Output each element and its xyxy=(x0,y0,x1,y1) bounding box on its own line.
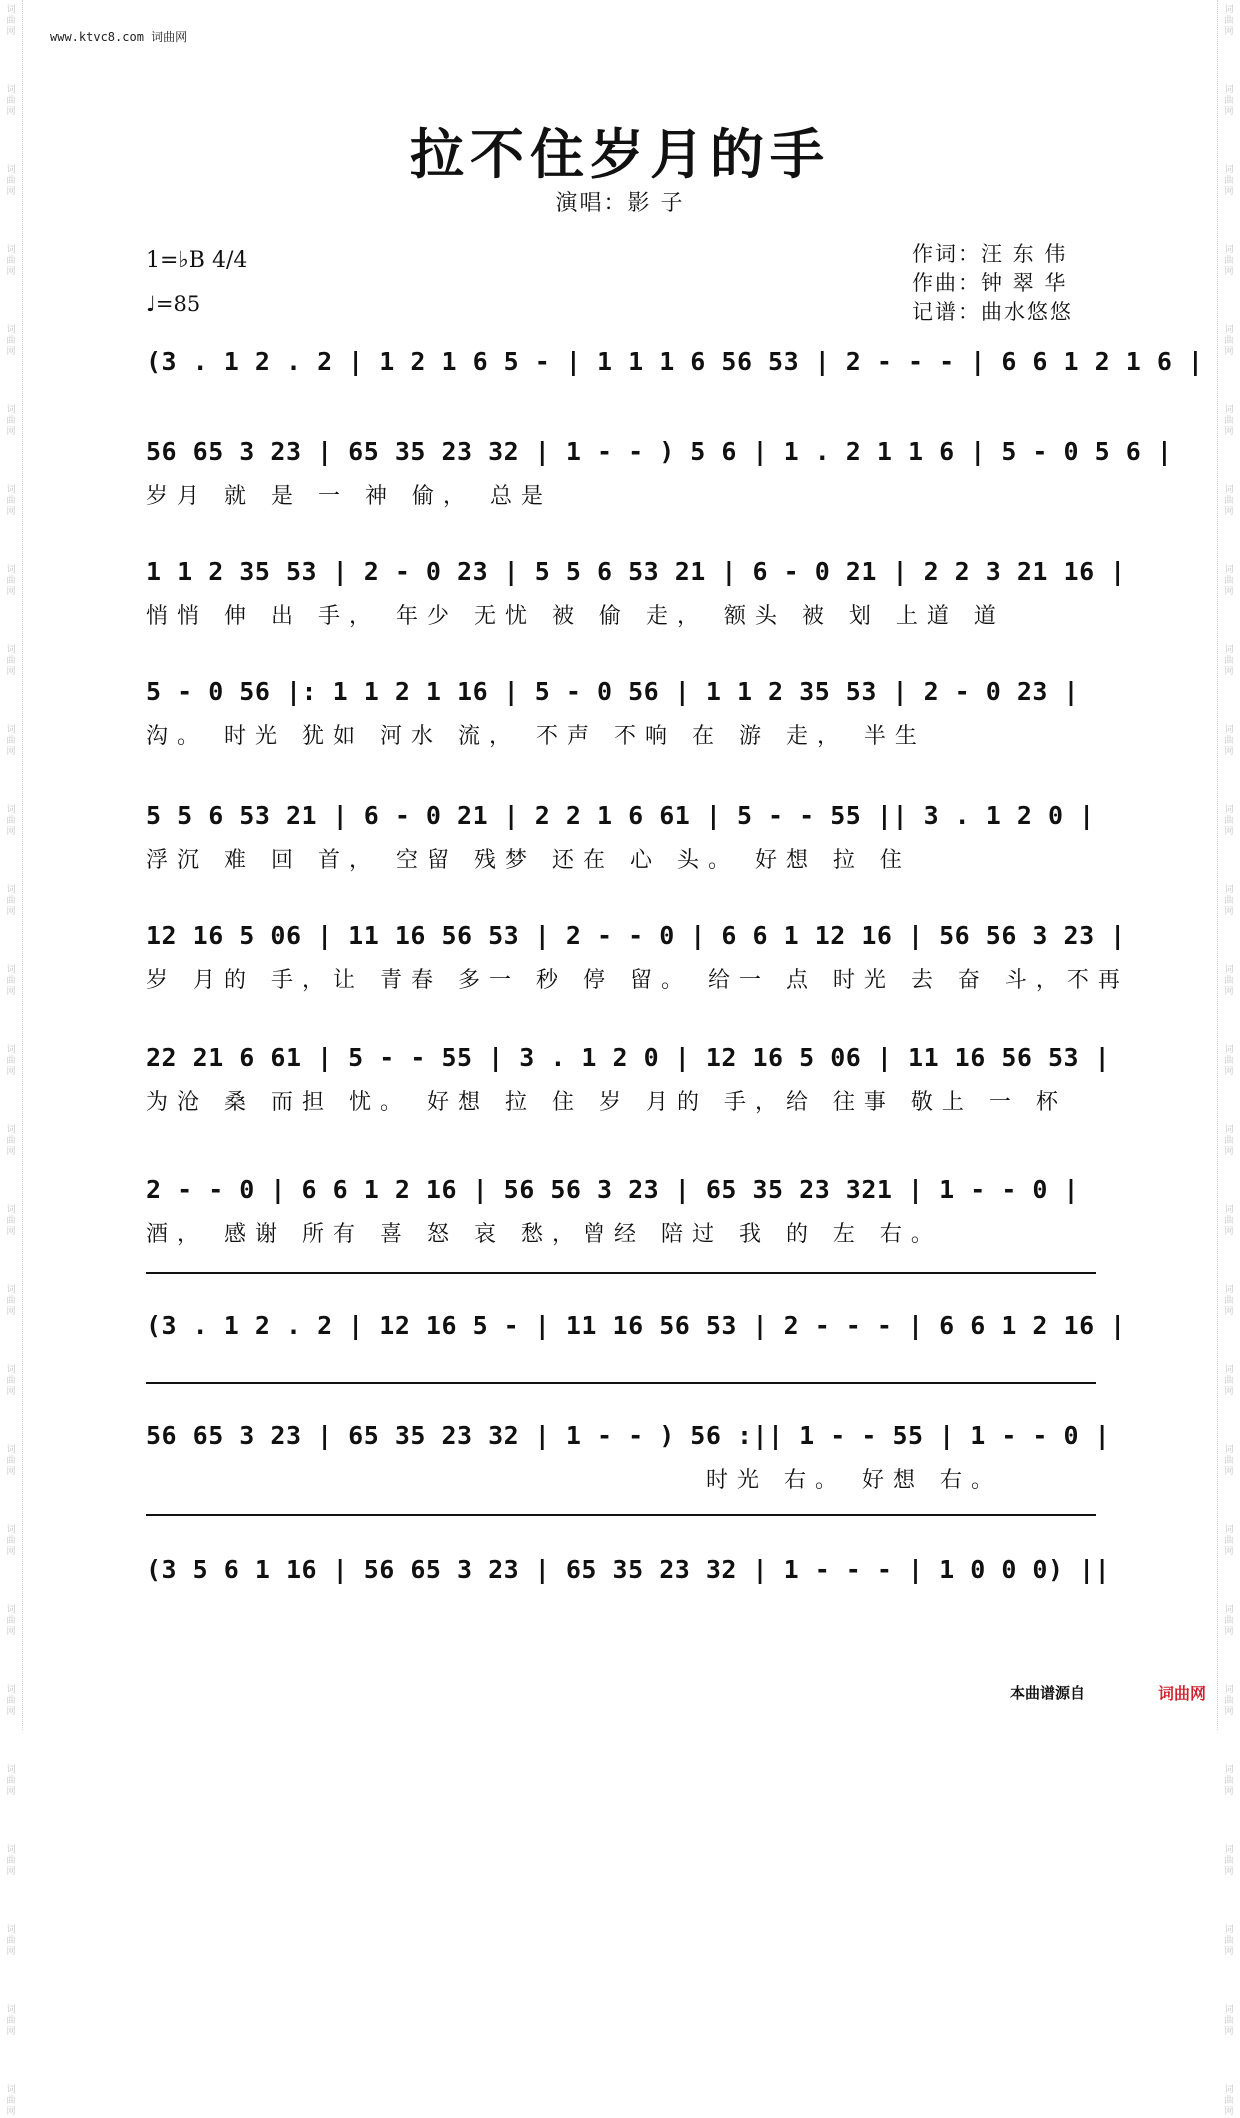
key-signature: 1=♭B 4/4 xyxy=(146,248,248,273)
watermark-mark: 词 曲 网 xyxy=(6,485,16,517)
watermark-mark: 词 曲 网 xyxy=(6,1125,16,1157)
lyric-line: 岁月 就 是 一 神 偷， 总是 xyxy=(146,484,552,509)
watermark-mark: 词 曲 网 xyxy=(6,1285,16,1317)
watermark-mark: 词 曲 网 xyxy=(6,1365,16,1397)
watermark-mark: 词 曲 网 xyxy=(6,165,16,197)
notation-line: 56 65 3 23 | 65 35 23 32 | 1 - - ) 56 :|| 1 - - 55 | 1 - - 0 | xyxy=(146,1421,1111,1450)
score-system-9 xyxy=(146,1310,1126,1342)
right-watermark-column xyxy=(1217,0,1240,2117)
watermark-mark: 词 曲 网 xyxy=(1224,805,1234,837)
watermark-mark: 词 曲 网 xyxy=(1224,1445,1234,1477)
watermark-mark: 词 曲 网 xyxy=(1224,565,1234,597)
watermark-mark: 词 曲 网 xyxy=(1224,5,1234,37)
notation-line: 22 21 6 61 | 5 - - 55 | 3 . 1 2 0 | 12 16 5 06 | 11 16 56 53 | xyxy=(146,1043,1111,1072)
watermark-mark: 词 曲 网 xyxy=(1224,1845,1234,1877)
notation-line: 5 - 0 56 |: 1 1 2 1 16 | 5 - 0 56 | 1 1 2 35 53 | 2 - 0 23 | xyxy=(146,677,1080,706)
watermark-mark: 词 曲 网 xyxy=(1224,645,1234,677)
watermark-mark: 词 曲 网 xyxy=(1224,85,1234,117)
watermark-mark: 词 曲 网 xyxy=(6,965,16,997)
notation-line: 1 1 2 35 53 | 2 - 0 23 | 5 5 6 53 21 | 6 - 0 21 | 2 2 3 21 16 | xyxy=(146,557,1126,586)
notation-line: 56 65 3 23 | 65 35 23 32 | 1 - - ) 5 6 | 1 . 2 1 1 6 | 5 - 0 5 6 | xyxy=(146,437,1173,466)
watermark-mark: 词 曲 网 xyxy=(1224,1365,1234,1397)
score-system-2 xyxy=(146,436,1173,512)
watermark-mark: 词 曲 网 xyxy=(6,325,16,357)
section-rule xyxy=(146,1514,1096,1516)
watermark-mark: 词 曲 网 xyxy=(1224,1045,1234,1077)
transcriber-credit: 记谱：曲水悠悠 xyxy=(912,300,1073,324)
watermark-mark: 词 曲 网 xyxy=(1224,1125,1234,1157)
watermark-mark: 词 曲 网 xyxy=(6,725,16,757)
watermark-mark: 词 曲 网 xyxy=(1224,165,1234,197)
watermark-mark: 词 曲 网 xyxy=(1224,1685,1234,1717)
notation-line: (3 . 1 2 . 2 | 12 16 5 - | 11 16 56 53 | 2 - - - | 6 6 1 2 16 | xyxy=(146,1311,1126,1340)
watermark-mark: 词 曲 网 xyxy=(6,405,16,437)
watermark-mark: 词 曲 网 xyxy=(1224,1765,1234,1797)
notation-line: 2 - - 0 | 6 6 1 2 16 | 56 56 3 23 | 65 35 23 321 | 1 - - 0 | xyxy=(146,1175,1080,1204)
watermark-mark: 词 曲 网 xyxy=(6,1205,16,1237)
brand-link[interactable]: 词曲网 xyxy=(1158,1684,1207,1703)
notation-line: 5 5 6 53 21 | 6 - 0 21 | 2 2 1 6 61 | 5 - - 55 || 3 . 1 2 0 | xyxy=(146,801,1095,830)
watermark-mark: 词 曲 网 xyxy=(1224,325,1234,357)
watermark-mark: 词 曲 网 xyxy=(1224,1285,1234,1317)
score-system-8 xyxy=(146,1174,1096,1250)
score-system-10 xyxy=(146,1420,1111,1496)
watermark-mark: 词 曲 网 xyxy=(6,2005,16,2037)
score-system-5 xyxy=(146,800,1096,876)
watermark-mark: 词 曲 网 xyxy=(6,885,16,917)
lyric-line: 悄悄 伸 出 手， 年少 无忧 被 偷 走， 额头 被 划 上道 道 xyxy=(146,604,1005,629)
watermark-mark: 词 曲 网 xyxy=(1224,725,1234,757)
score-system-6 xyxy=(146,920,1129,996)
score-system-3 xyxy=(146,556,1126,632)
watermark-mark: 词 曲 网 xyxy=(1224,245,1234,277)
watermark-mark: 词 曲 网 xyxy=(1224,1925,1234,1957)
watermark-mark: 词 曲 网 xyxy=(1224,965,1234,997)
score-system-11 xyxy=(146,1554,1111,1586)
watermark-mark: 词 曲 网 xyxy=(6,85,16,117)
watermark-mark: 词 曲 网 xyxy=(6,1605,16,1637)
source-note: 本曲谱源自 xyxy=(1010,1684,1086,1702)
score-system-7 xyxy=(146,1042,1111,1118)
lyric-line: 浮沉 难 回 首， 空留 残梦 还在 心 头。 好想 拉 住 xyxy=(146,848,911,873)
watermark-mark: 词 曲 网 xyxy=(6,1925,16,1957)
watermark-mark: 词 曲 网 xyxy=(6,565,16,597)
watermark-mark: 词 曲 网 xyxy=(1224,405,1234,437)
watermark-mark: 词 曲 网 xyxy=(6,805,16,837)
watermark-mark: 词 曲 网 xyxy=(1224,1525,1234,1557)
lyric-line: 为沧 桑 而担 忧。 好想 拉 住 岁 月的 手，给 往事 敬上 一 杯 xyxy=(146,1090,1067,1115)
lyric-line: 酒， 感谢 所有 喜 怒 哀 愁，曾经 陪过 我 的 左 右。 xyxy=(146,1222,942,1247)
watermark-mark: 词 曲 网 xyxy=(6,645,16,677)
watermark-mark: 词 曲 网 xyxy=(6,2085,16,2117)
notation-line: (3 5 6 1 16 | 56 65 3 23 | 65 35 23 32 | 1 - - - | 1 0 0 0) || xyxy=(146,1555,1111,1584)
watermark-mark: 词 曲 网 xyxy=(6,245,16,277)
site-url[interactable]: www.ktvc8.com 词曲网 xyxy=(50,30,188,44)
score-system-4 xyxy=(146,676,1096,752)
watermark-mark: 词 曲 网 xyxy=(6,1045,16,1077)
watermark-mark: 词 曲 网 xyxy=(6,5,16,37)
watermark-mark: 词 曲 网 xyxy=(1224,2085,1234,2117)
watermark-mark: 词 曲 网 xyxy=(6,1765,16,1797)
watermark-mark: 词 曲 网 xyxy=(1224,2005,1234,2037)
lyric-line xyxy=(146,392,1096,422)
watermark-mark: 词 曲 网 xyxy=(1224,1605,1234,1637)
section-rule xyxy=(146,1272,1096,1274)
left-watermark-column xyxy=(0,0,23,2117)
notation-line: (3 . 1 2 . 2 | 1 2 1 6 5 - | 1 1 1 6 56 53 | 2 - - - | 6 6 1 2 1 6 | xyxy=(146,347,1204,376)
credits-block xyxy=(912,240,1073,327)
lyric-line: 时光 右。 好想 右。 xyxy=(706,1468,1002,1493)
lyric-line: 沟。 时光 犹如 河水 流， 不声 不响 在 游 走， 半生 xyxy=(146,724,926,749)
singer-line: 演唱：影 子 xyxy=(555,191,685,216)
watermark-mark: 词 曲 网 xyxy=(6,1445,16,1477)
watermark-mark: 词 曲 网 xyxy=(1224,485,1234,517)
section-rule xyxy=(146,1382,1096,1384)
watermark-mark: 词 曲 网 xyxy=(1224,885,1234,917)
watermark-mark: 词 曲 网 xyxy=(6,1845,16,1877)
watermark-mark: 词 曲 网 xyxy=(6,1685,16,1717)
composer-credit: 作曲：钟 翠 华 xyxy=(912,271,1068,295)
watermark-mark: 词 曲 网 xyxy=(1224,1205,1234,1237)
watermark-mark: 词 曲 网 xyxy=(6,1525,16,1557)
tempo-marking: ♩=85 xyxy=(146,292,201,316)
lyricist-credit: 作词：汪 东 伟 xyxy=(912,242,1068,266)
notation-line: 12 16 5 06 | 11 16 56 53 | 2 - - 0 | 6 6 1 12 16 | 56 56 3 23 | xyxy=(146,921,1126,950)
score-system-1 xyxy=(146,346,1204,422)
lyric-line: 岁 月的 手，让 青春 多一 秒 停 留。 给一 点 时光 去 奋 斗，不再 xyxy=(146,968,1129,993)
song-title: 拉不住岁月的手 xyxy=(410,122,830,186)
